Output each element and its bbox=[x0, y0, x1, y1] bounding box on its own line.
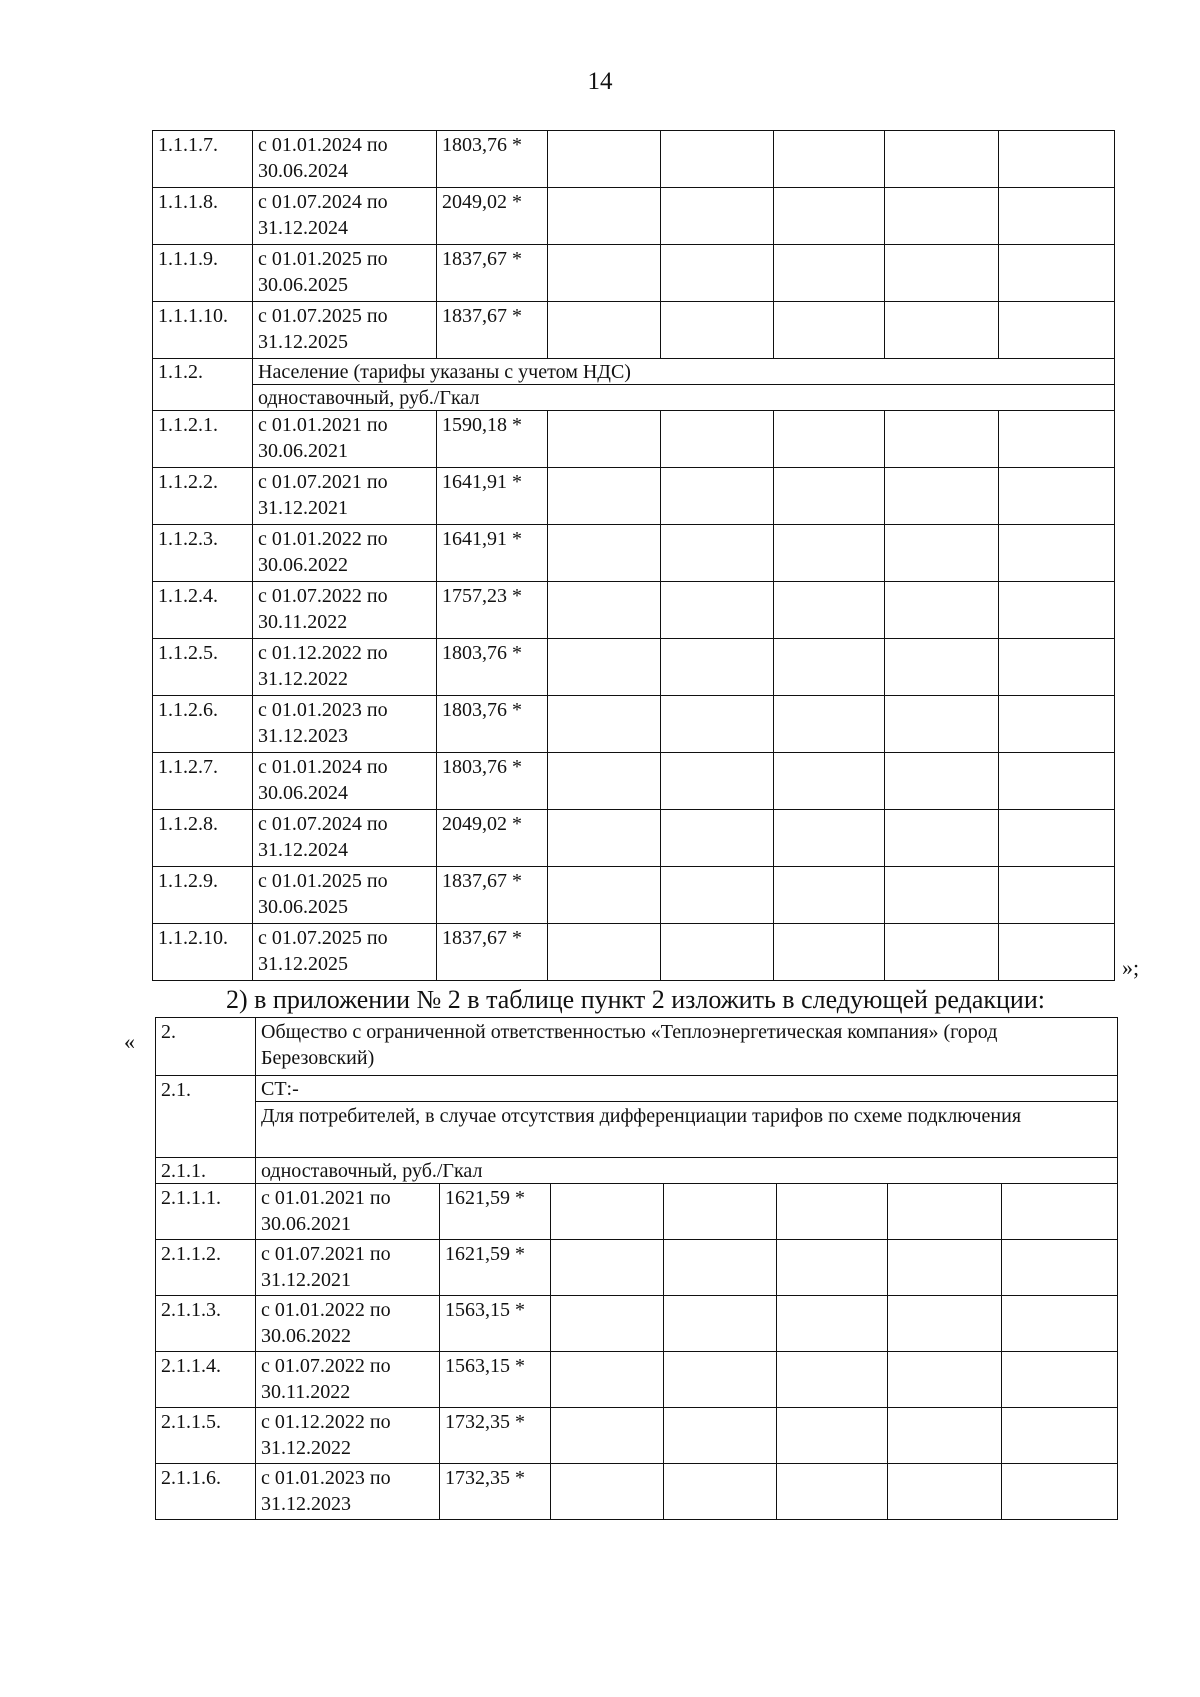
tariff-value: 1803,76 * bbox=[437, 696, 548, 753]
tariff-value: 1837,67 * bbox=[437, 867, 548, 924]
empty-cell bbox=[885, 810, 999, 867]
empty-cell bbox=[551, 1296, 664, 1352]
empty-cell bbox=[999, 582, 1115, 639]
row-number: 1.1.2.9. bbox=[153, 867, 253, 924]
row-number: 2.1.1.6. bbox=[156, 1464, 256, 1520]
empty-cell bbox=[664, 1352, 777, 1408]
org-number: 2. bbox=[156, 1018, 256, 1076]
empty-cell bbox=[774, 525, 885, 582]
tariff-value: 1563,15 * bbox=[440, 1296, 551, 1352]
period-end: 31.12.2024 bbox=[258, 217, 348, 239]
subsection-description: Для потребителей, в случае отсутствия дифференциации тарифов по схеме подключения bbox=[256, 1102, 1118, 1158]
period-cell bbox=[256, 1240, 440, 1296]
empty-cell bbox=[1002, 1464, 1118, 1520]
empty-cell bbox=[888, 1464, 1002, 1520]
empty-cell bbox=[888, 1240, 1002, 1296]
row-number: 1.1.1.9. bbox=[153, 245, 253, 302]
period-cell bbox=[253, 582, 437, 639]
empty-cell bbox=[885, 924, 999, 981]
org-row bbox=[156, 1018, 1118, 1076]
table-row bbox=[153, 639, 1115, 696]
empty-cell bbox=[661, 582, 774, 639]
empty-cell bbox=[551, 1240, 664, 1296]
row-number: 2.1.1.1. bbox=[156, 1184, 256, 1240]
table-row bbox=[153, 582, 1115, 639]
empty-cell bbox=[548, 468, 661, 525]
row-number: 2.1.1.5. bbox=[156, 1408, 256, 1464]
table-row bbox=[153, 696, 1115, 753]
page-number: 14 bbox=[587, 68, 613, 95]
empty-cell bbox=[774, 411, 885, 468]
empty-cell bbox=[661, 753, 774, 810]
empty-cell bbox=[777, 1184, 888, 1240]
table-row bbox=[156, 1408, 1118, 1464]
period-start: с 01.07.2021 по bbox=[258, 471, 388, 493]
table-row bbox=[153, 131, 1115, 188]
row-number: 1.1.2.6. bbox=[153, 696, 253, 753]
empty-cell bbox=[548, 753, 661, 810]
empty-cell bbox=[777, 1464, 888, 1520]
empty-cell bbox=[548, 924, 661, 981]
rate-header-number: 2.1.1. bbox=[156, 1158, 256, 1184]
period-start: с 01.07.2021 по bbox=[261, 1243, 391, 1265]
empty-cell bbox=[548, 582, 661, 639]
period-end: 30.06.2022 bbox=[258, 554, 348, 576]
tariff-value: 1732,35 * bbox=[440, 1408, 551, 1464]
period-cell bbox=[253, 525, 437, 582]
subsection-number: 2.1. bbox=[156, 1076, 256, 1158]
period-cell bbox=[256, 1296, 440, 1352]
empty-cell bbox=[777, 1296, 888, 1352]
row-number: 1.1.2.10. bbox=[153, 924, 253, 981]
org-name: Общество с ограниченной ответственностью «Теплоэнергетическая компания» (город Березовский) bbox=[256, 1018, 1118, 1076]
tariff-value: 1803,76 * bbox=[437, 131, 548, 188]
period-end: 31.12.2025 bbox=[258, 331, 348, 353]
empty-cell bbox=[661, 188, 774, 245]
empty-cell bbox=[885, 302, 999, 359]
closing-quote: »; bbox=[1122, 955, 1140, 980]
opening-quote: « bbox=[124, 1029, 135, 1054]
empty-cell bbox=[777, 1352, 888, 1408]
tariff-value: 1621,59 * bbox=[440, 1240, 551, 1296]
period-end: 30.06.2025 bbox=[258, 274, 348, 296]
section-subtitle: одноставочный, руб./Гкал bbox=[253, 385, 1115, 411]
empty-cell bbox=[777, 1240, 888, 1296]
period-end: 31.12.2022 bbox=[261, 1437, 351, 1459]
table-row bbox=[156, 1464, 1118, 1520]
table-row bbox=[153, 867, 1115, 924]
table-row bbox=[156, 1352, 1118, 1408]
empty-cell bbox=[999, 411, 1115, 468]
period-start: с 01.01.2022 по bbox=[258, 528, 388, 550]
period-cell bbox=[256, 1184, 440, 1240]
empty-cell bbox=[551, 1352, 664, 1408]
section-subtitle-row bbox=[153, 385, 1115, 411]
tariff-table-2 bbox=[155, 1017, 1118, 1520]
period-end: 30.06.2025 bbox=[258, 896, 348, 918]
row-number: 1.1.1.10. bbox=[153, 302, 253, 359]
tariff-value: 1803,76 * bbox=[437, 753, 548, 810]
tariff-value: 1590,18 * bbox=[437, 411, 548, 468]
tariff-value: 1837,67 * bbox=[437, 924, 548, 981]
tariff-value: 1837,67 * bbox=[437, 302, 548, 359]
section-title: Население (тарифы указаны с учетом НДС) bbox=[253, 359, 1115, 385]
empty-cell bbox=[664, 1464, 777, 1520]
empty-cell bbox=[1002, 1296, 1118, 1352]
tariff-value: 1563,15 * bbox=[440, 1352, 551, 1408]
tariff-value: 1641,91 * bbox=[437, 468, 548, 525]
period-cell bbox=[253, 468, 437, 525]
empty-cell bbox=[999, 810, 1115, 867]
row-number: 1.1.2.7. bbox=[153, 753, 253, 810]
period-cell bbox=[253, 810, 437, 867]
table-row bbox=[153, 468, 1115, 525]
empty-cell bbox=[661, 131, 774, 188]
period-end: 31.12.2023 bbox=[261, 1493, 351, 1515]
empty-cell bbox=[548, 867, 661, 924]
empty-cell bbox=[661, 245, 774, 302]
period-start: с 01.12.2022 по bbox=[258, 642, 388, 664]
period-start: с 01.07.2025 по bbox=[258, 305, 388, 327]
empty-cell bbox=[999, 867, 1115, 924]
table-row bbox=[153, 302, 1115, 359]
empty-cell bbox=[885, 753, 999, 810]
tariff-value: 1803,76 * bbox=[437, 639, 548, 696]
period-start: с 01.07.2025 по bbox=[258, 927, 388, 949]
row-number: 1.1.1.7. bbox=[153, 131, 253, 188]
empty-cell bbox=[885, 131, 999, 188]
period-end: 30.06.2022 bbox=[261, 1325, 351, 1347]
row-number: 1.1.2.1. bbox=[153, 411, 253, 468]
empty-cell bbox=[1002, 1184, 1118, 1240]
empty-cell bbox=[888, 1352, 1002, 1408]
empty-cell bbox=[548, 696, 661, 753]
empty-cell bbox=[774, 867, 885, 924]
empty-cell bbox=[999, 525, 1115, 582]
empty-cell bbox=[774, 188, 885, 245]
empty-cell bbox=[999, 639, 1115, 696]
empty-cell bbox=[999, 468, 1115, 525]
empty-cell bbox=[999, 302, 1115, 359]
empty-cell bbox=[548, 639, 661, 696]
period-start: с 01.01.2025 по bbox=[258, 870, 388, 892]
table-row bbox=[153, 525, 1115, 582]
table-row bbox=[153, 810, 1115, 867]
table-row bbox=[156, 1240, 1118, 1296]
table-row bbox=[153, 188, 1115, 245]
empty-cell bbox=[999, 696, 1115, 753]
row-number: 1.1.2.5. bbox=[153, 639, 253, 696]
empty-cell bbox=[885, 468, 999, 525]
empty-cell bbox=[774, 245, 885, 302]
row-number: 1.1.2.8. bbox=[153, 810, 253, 867]
period-cell bbox=[256, 1408, 440, 1464]
section-row-population bbox=[153, 359, 1115, 385]
empty-cell bbox=[661, 639, 774, 696]
empty-cell bbox=[999, 245, 1115, 302]
period-end: 30.06.2024 bbox=[258, 160, 348, 182]
empty-cell bbox=[774, 131, 885, 188]
period-cell bbox=[256, 1352, 440, 1408]
empty-cell bbox=[888, 1408, 1002, 1464]
empty-cell bbox=[885, 411, 999, 468]
period-cell bbox=[253, 696, 437, 753]
tariff-value: 1621,59 * bbox=[440, 1184, 551, 1240]
period-start: с 01.07.2024 по bbox=[258, 813, 388, 835]
empty-cell bbox=[548, 131, 661, 188]
table-row bbox=[153, 245, 1115, 302]
empty-cell bbox=[885, 188, 999, 245]
table-row bbox=[153, 411, 1115, 468]
subsection-desc-row bbox=[156, 1102, 1118, 1158]
empty-cell bbox=[548, 810, 661, 867]
period-start: с 01.01.2024 по bbox=[258, 134, 388, 156]
tariff-value: 1641,91 * bbox=[437, 525, 548, 582]
empty-cell bbox=[551, 1464, 664, 1520]
period-end: 30.06.2021 bbox=[261, 1213, 351, 1235]
subsection-row bbox=[156, 1076, 1118, 1102]
empty-cell bbox=[774, 582, 885, 639]
period-end: 30.11.2022 bbox=[261, 1381, 351, 1403]
empty-cell bbox=[888, 1184, 1002, 1240]
row-number: 1.1.2.3. bbox=[153, 525, 253, 582]
tariff-value: 2049,02 * bbox=[437, 810, 548, 867]
section-number: 1.1.2. bbox=[153, 359, 253, 411]
period-end: 30.06.2024 bbox=[258, 782, 348, 804]
period-start: с 01.01.2021 по bbox=[258, 414, 388, 436]
period-start: с 01.01.2023 по bbox=[261, 1467, 391, 1489]
empty-cell bbox=[664, 1408, 777, 1464]
empty-cell bbox=[774, 696, 885, 753]
empty-cell bbox=[885, 525, 999, 582]
period-start: с 01.12.2022 по bbox=[261, 1411, 391, 1433]
empty-cell bbox=[548, 188, 661, 245]
empty-cell bbox=[999, 753, 1115, 810]
period-end: 31.12.2024 bbox=[258, 839, 348, 861]
period-cell bbox=[253, 302, 437, 359]
empty-cell bbox=[548, 411, 661, 468]
empty-cell bbox=[548, 245, 661, 302]
period-end: 30.06.2021 bbox=[258, 440, 348, 462]
empty-cell bbox=[999, 188, 1115, 245]
period-end: 30.11.2022 bbox=[258, 611, 348, 633]
empty-cell bbox=[661, 302, 774, 359]
empty-cell bbox=[661, 525, 774, 582]
tariff-value: 1757,23 * bbox=[437, 582, 548, 639]
empty-cell bbox=[885, 582, 999, 639]
tariff-table-1 bbox=[152, 130, 1115, 981]
period-start: с 01.01.2024 по bbox=[258, 756, 388, 778]
period-end: 31.12.2025 bbox=[258, 953, 348, 975]
empty-cell bbox=[999, 924, 1115, 981]
period-start: с 01.01.2021 по bbox=[261, 1187, 391, 1209]
period-cell bbox=[253, 639, 437, 696]
period-start: с 01.01.2025 по bbox=[258, 248, 388, 270]
row-number: 2.1.1.4. bbox=[156, 1352, 256, 1408]
empty-cell bbox=[888, 1296, 1002, 1352]
table-row bbox=[153, 924, 1115, 981]
tariff-value: 1732,35 * bbox=[440, 1464, 551, 1520]
empty-cell bbox=[661, 696, 774, 753]
subsection-code: СТ:- bbox=[256, 1076, 1118, 1102]
period-start: с 01.07.2022 по bbox=[258, 585, 388, 607]
empty-cell bbox=[664, 1184, 777, 1240]
empty-cell bbox=[774, 468, 885, 525]
period-start: с 01.07.2022 по bbox=[261, 1355, 391, 1377]
empty-cell bbox=[1002, 1408, 1118, 1464]
row-number: 1.1.2.4. bbox=[153, 582, 253, 639]
empty-cell bbox=[548, 302, 661, 359]
empty-cell bbox=[664, 1296, 777, 1352]
empty-cell bbox=[885, 245, 999, 302]
amendment-instruction: 2) в приложении № 2 в таблице пункт 2 изложить в следующей редакции: bbox=[226, 985, 1045, 1014]
empty-cell bbox=[885, 867, 999, 924]
period-end: 31.12.2021 bbox=[258, 497, 348, 519]
empty-cell bbox=[664, 1240, 777, 1296]
table-row bbox=[156, 1184, 1118, 1240]
table-row bbox=[153, 753, 1115, 810]
row-number: 2.1.1.3. bbox=[156, 1296, 256, 1352]
empty-cell bbox=[774, 753, 885, 810]
period-end: 31.12.2022 bbox=[258, 668, 348, 690]
period-start: с 01.01.2023 по bbox=[258, 699, 388, 721]
empty-cell bbox=[774, 924, 885, 981]
empty-cell bbox=[774, 810, 885, 867]
empty-cell bbox=[774, 639, 885, 696]
period-cell bbox=[253, 131, 437, 188]
period-cell bbox=[253, 753, 437, 810]
tariff-value: 2049,02 * bbox=[437, 188, 548, 245]
empty-cell bbox=[777, 1408, 888, 1464]
period-start: с 01.07.2024 по bbox=[258, 191, 388, 213]
empty-cell bbox=[1002, 1240, 1118, 1296]
empty-cell bbox=[1002, 1352, 1118, 1408]
empty-cell bbox=[999, 131, 1115, 188]
row-number: 1.1.1.8. bbox=[153, 188, 253, 245]
period-cell bbox=[253, 924, 437, 981]
period-cell bbox=[253, 188, 437, 245]
rate-header-text: одноставочный, руб./Гкал bbox=[256, 1158, 1118, 1184]
table-row bbox=[156, 1296, 1118, 1352]
period-cell bbox=[253, 867, 437, 924]
empty-cell bbox=[551, 1408, 664, 1464]
tariff-value: 1837,67 * bbox=[437, 245, 548, 302]
empty-cell bbox=[885, 696, 999, 753]
period-end: 31.12.2023 bbox=[258, 725, 348, 747]
period-cell bbox=[253, 245, 437, 302]
period-cell bbox=[253, 411, 437, 468]
empty-cell bbox=[551, 1184, 664, 1240]
period-end: 31.12.2021 bbox=[261, 1269, 351, 1291]
empty-cell bbox=[661, 924, 774, 981]
row-number: 2.1.1.2. bbox=[156, 1240, 256, 1296]
period-start: с 01.01.2022 по bbox=[261, 1299, 391, 1321]
empty-cell bbox=[661, 810, 774, 867]
empty-cell bbox=[661, 411, 774, 468]
empty-cell bbox=[548, 525, 661, 582]
period-cell bbox=[256, 1464, 440, 1520]
empty-cell bbox=[885, 639, 999, 696]
empty-cell bbox=[661, 867, 774, 924]
empty-cell bbox=[774, 302, 885, 359]
rate-header-row bbox=[156, 1158, 1118, 1184]
empty-cell bbox=[661, 468, 774, 525]
row-number: 1.1.2.2. bbox=[153, 468, 253, 525]
